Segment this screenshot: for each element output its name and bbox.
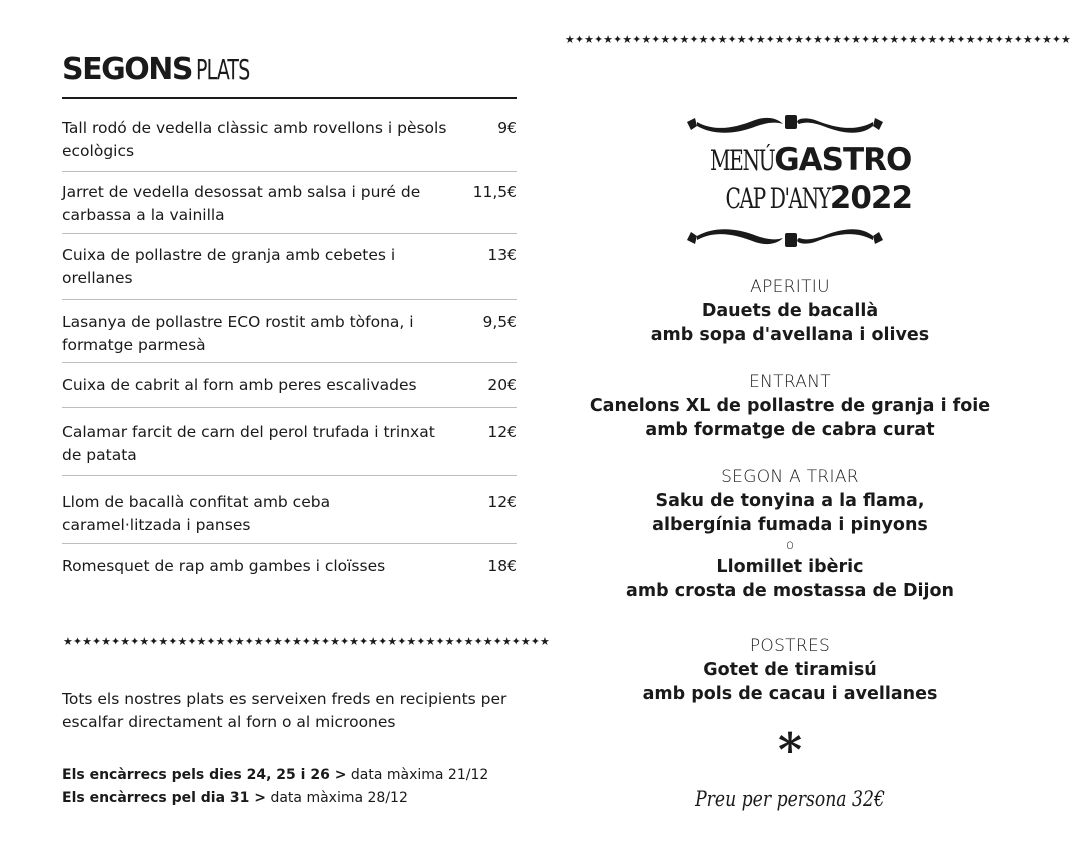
course-dish: amb formatge de cabra curat xyxy=(645,420,935,440)
dish-row xyxy=(62,363,517,408)
course-dish: amb sopa d'avellana i olives xyxy=(650,325,930,345)
course-postres xyxy=(585,634,995,706)
course-label: POSTRES xyxy=(749,636,831,656)
dish-row xyxy=(62,100,517,172)
serving-info: Tots els nostres plats es serveixen freds en recipients per escalfar directament al forn o al microones xyxy=(62,690,507,731)
dish-price: 9,5€ xyxy=(482,313,517,331)
logo-line-2 xyxy=(685,180,913,216)
course-label: SEGON A TRIAR xyxy=(721,467,859,487)
section-title-bold: SEGONS xyxy=(62,52,192,87)
dish-description: Jarret de vedella desossat amb salsa i puré de carbassa a la vainilla xyxy=(62,183,421,224)
course-dish: Llomillet ibèric xyxy=(716,557,864,577)
course-dish: amb pols de cacau i avellanes xyxy=(642,684,938,704)
course-label: APERITIU xyxy=(750,277,830,297)
course-or: o xyxy=(786,538,794,553)
dish-price: 20€ xyxy=(487,376,517,394)
course-dish: Canelons XL de pollastre de granja i foie xyxy=(589,396,991,416)
order-deadline-date: data màxima 21/12 xyxy=(346,767,489,783)
price-per-person: Preu per persona 32€ xyxy=(695,787,885,811)
dish-price: 13€ xyxy=(487,246,517,264)
dish-description: Cuixa de cabrit al forn amb peres escalivades xyxy=(62,376,417,394)
section-title-light: PLATS xyxy=(195,53,250,86)
star-border-top: ★✦★✦★✦★✦★✦★✦★✦★✦★✦★✦★✦★✦★✦★✦★✦★✦★✦★✦★✦★✦★✦★✦★✦★✦★✦★✦★ xyxy=(565,33,1071,46)
dish-row xyxy=(62,300,517,363)
dish-row xyxy=(62,476,517,544)
dish-row xyxy=(62,408,517,476)
dish-row xyxy=(62,234,517,300)
dish-price: 11,5€ xyxy=(472,183,517,201)
course-dish: Gotet de tiramisú xyxy=(703,660,877,680)
dish-row xyxy=(62,172,517,234)
order-deadline-31 xyxy=(62,788,408,808)
dish-description: Llom de bacallà confitat amb ceba caramel·litzada i panses xyxy=(62,493,331,534)
course-aperitiu xyxy=(585,275,995,347)
dish-description: Cuixa de pollastre de granja amb cebetes i orellanes xyxy=(62,246,396,287)
dish-price: 12€ xyxy=(487,423,517,441)
logo-menu-text: MENÚ xyxy=(709,144,775,177)
dish-price: 9€ xyxy=(497,119,517,137)
logo-line-1 xyxy=(685,142,912,178)
section-title xyxy=(62,52,267,92)
course-label: ENTRANT xyxy=(749,372,831,392)
logo-year-text: 2022 xyxy=(829,180,913,216)
logo-cap-dany-text: CAP D'ANY xyxy=(725,182,830,215)
dish-description: Lasanya de pollastre ECO rostit amb tòfona, i formatge parmesà xyxy=(62,313,414,354)
dish-price: 12€ xyxy=(487,493,517,511)
dish-row xyxy=(62,544,517,588)
order-deadline-24-26 xyxy=(62,765,488,785)
course-dish: albergínia fumada i pinyons xyxy=(652,515,928,535)
course-dish: amb crosta de mostassa de Dijon xyxy=(626,581,954,601)
course-segon xyxy=(585,465,995,603)
asterisk-ornament: * xyxy=(777,723,803,777)
order-deadline-label: Els encàrrecs pels dies 24, 25 i 26 > xyxy=(62,767,347,783)
dish-price: 18€ xyxy=(487,557,517,575)
course-dish: Dauets de bacallà xyxy=(701,301,879,321)
title-divider xyxy=(62,97,517,99)
course-dish: Saku de tonyina a la flama, xyxy=(655,491,925,511)
star-border-divider: ★✦★✦★✦★✦★✦★✦★✦★✦★✦★✦★✦★✦★✦★✦★✦★✦★✦★✦★✦★✦★✦★✦★✦★✦★✦★ xyxy=(63,635,550,648)
order-deadline-date: data màxima 28/12 xyxy=(266,790,408,806)
course-entrant xyxy=(585,370,995,442)
dish-description: Calamar farcit de carn del perol trufada i trinxat de patata xyxy=(62,423,435,464)
logo-gastro-text: GASTRO xyxy=(774,142,912,178)
dish-description: Tall rodó de vedella clàssic amb rovellons i pèsols ecològics xyxy=(62,119,447,160)
dish-description: Romesquet de rap amb gambes i cloïsses xyxy=(62,557,386,575)
dish-list xyxy=(62,100,517,588)
order-deadline-label: Els encàrrecs pel dia 31 > xyxy=(62,790,267,806)
